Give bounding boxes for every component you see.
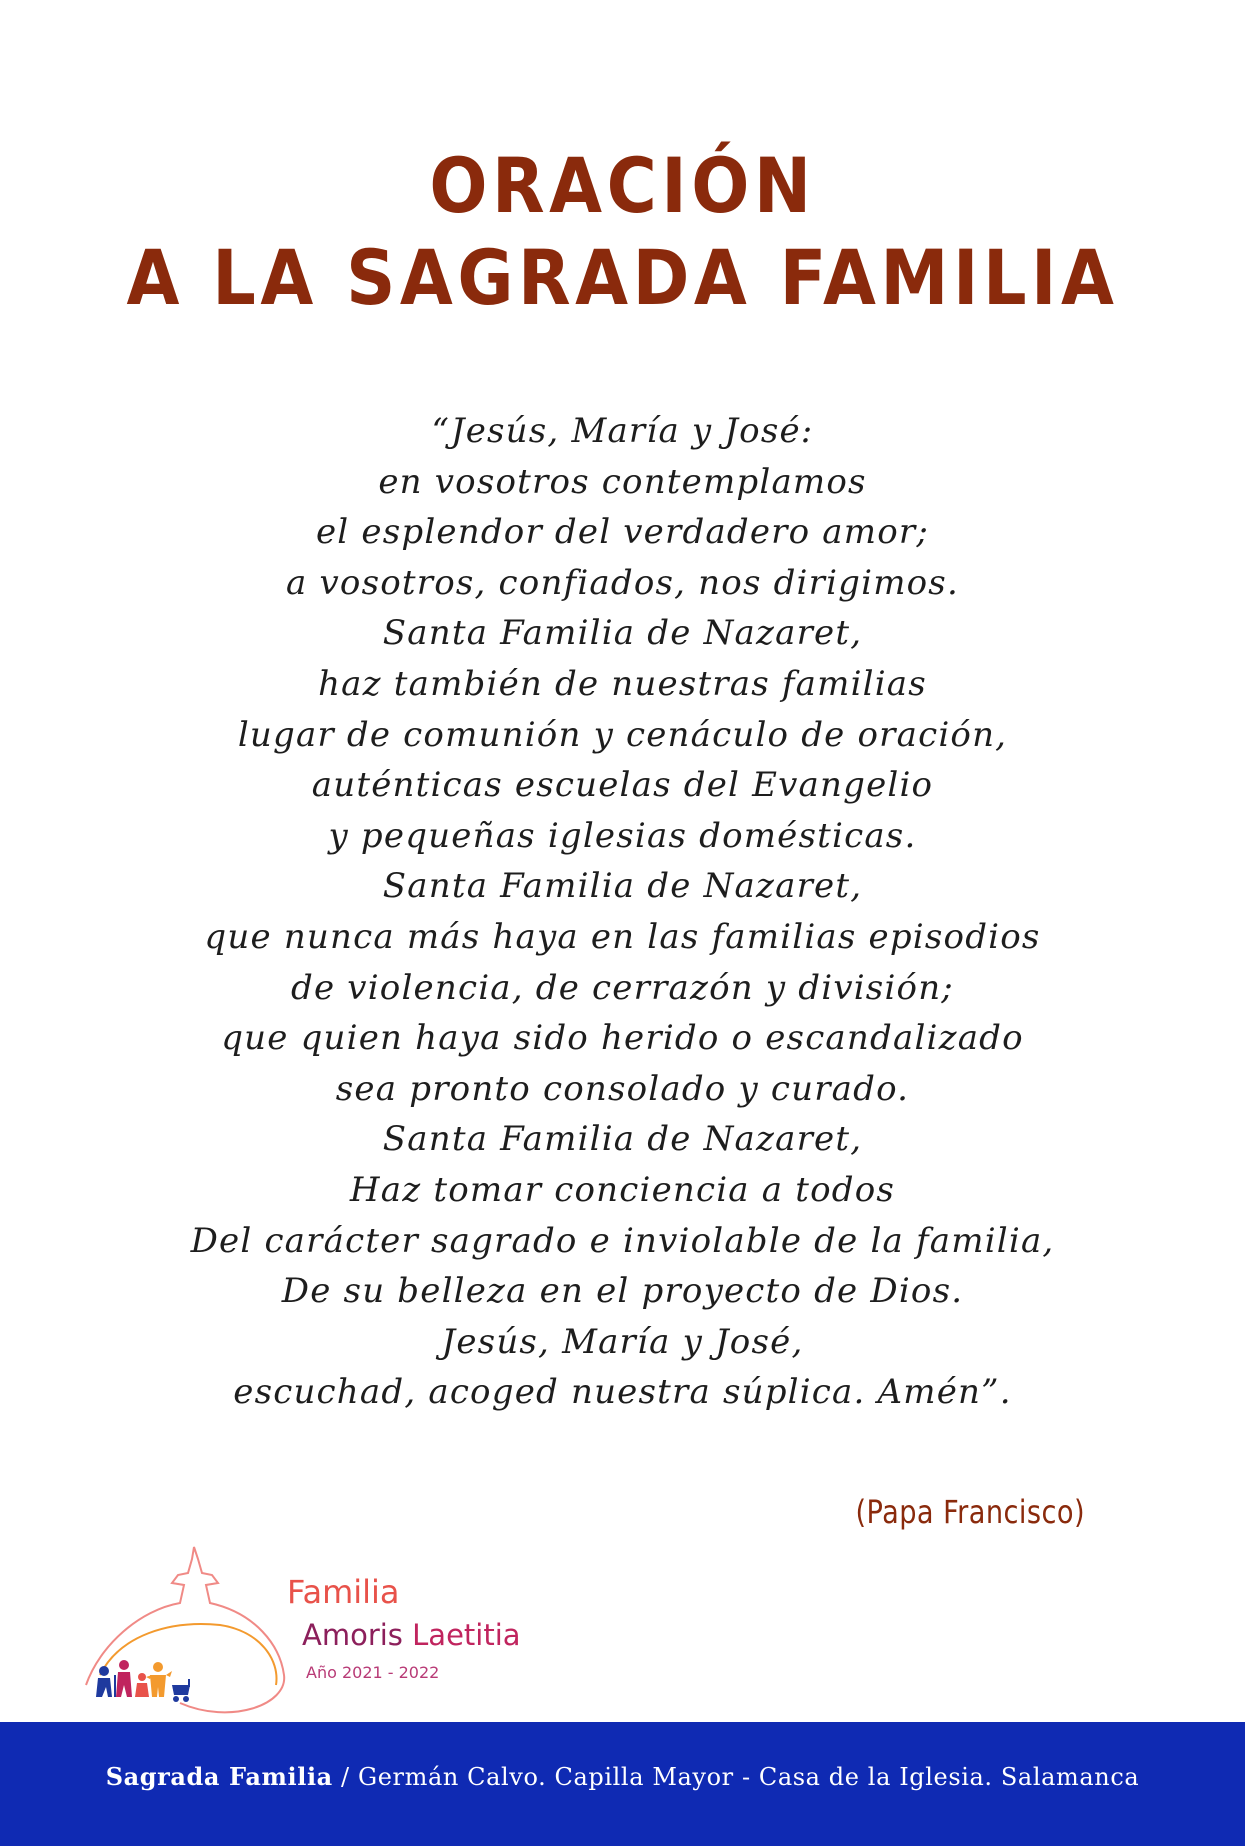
footer-credit-text: / Germán Calvo. Capilla Mayor - Casa de la Iglesia. Salamanca	[332, 1763, 1140, 1791]
title-line-2: A LA SAGRADA FAMILIA	[126, 233, 1119, 322]
prayer-line: Del carácter sagrado e inviolable de la familia,	[190, 1220, 1055, 1261]
logo-word-familia: Familia	[287, 1573, 400, 1611]
prayer-text	[0, 406, 1245, 1418]
prayer-line: Santa Familia de Nazaret,	[382, 613, 863, 654]
footer-title: Sagrada Familia	[105, 1762, 333, 1791]
prayer-line: sea pronto consolado y curado.	[335, 1068, 910, 1109]
logo-word-amoris-laetitia	[302, 1618, 521, 1652]
logo-word-laetitia: Laetitia	[412, 1618, 521, 1652]
prayer-line: lugar de comunión y cenáculo de oración,	[237, 714, 1008, 755]
amoris-laetitia-logo	[80, 1525, 560, 1715]
footer-credit	[0, 1762, 1245, 1791]
prayer-line: en vosotros contemplamos	[378, 461, 867, 502]
prayer-line: el esplendor del verdadero amor;	[315, 512, 929, 553]
family-dome-logo-icon	[80, 1525, 320, 1715]
prayer-line: haz también de nuestras familias	[318, 663, 927, 704]
prayer-line: De su belleza en el proyecto de Dios.	[281, 1271, 964, 1312]
footer-bar	[0, 1722, 1245, 1846]
title-line-1: ORACIÓN	[429, 141, 816, 230]
prayer-line: Jesús, María y José,	[441, 1321, 804, 1362]
logo-year: Año 2021 - 2022	[306, 1663, 440, 1682]
logo-word-amoris: Amoris	[302, 1618, 413, 1652]
prayer-line: auténticas escuelas del Evangelio	[311, 765, 934, 806]
page-title	[62, 140, 1183, 324]
prayer-line: y pequeñas iglesias domésticas.	[328, 815, 917, 856]
prayer-line: Haz tomar conciencia a todos	[349, 1169, 896, 1210]
prayer-line: de violencia, de cerrazón y división;	[291, 967, 954, 1008]
prayer-line: que nunca más haya en las familias episodios	[204, 916, 1041, 957]
prayer-line: a vosotros, confiados, nos dirigimos.	[286, 562, 959, 603]
prayer-line: Santa Familia de Nazaret,	[382, 1119, 863, 1160]
prayer-line: que quien haya sido herido o escandalizado	[221, 1018, 1024, 1059]
prayer-line: escuchad, acoged nuestra súplica. Amén”.	[233, 1372, 1012, 1413]
author-attribution: (Papa Francisco)	[855, 1493, 1085, 1531]
prayer-line: Santa Familia de Nazaret,	[382, 866, 863, 907]
prayer-line: “Jesús, María y José:	[431, 411, 814, 451]
